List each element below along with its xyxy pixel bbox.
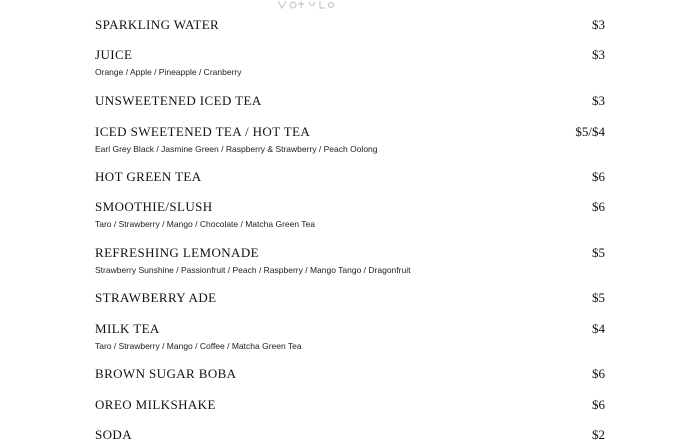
item-name: REFRESHING LEMONADE [95, 245, 259, 260]
item-price: $5/$4 [575, 124, 605, 139]
item-name: STRAWBERRY ADE [95, 290, 217, 305]
item-description: Taro / Strawberry / Mango / Chocolate / Matcha Green Tea [95, 219, 316, 229]
item-price: $3 [592, 47, 605, 62]
item-price: $4 [592, 321, 605, 336]
item-price: $5 [592, 245, 605, 260]
item-name: MILK TEA [95, 321, 160, 336]
item-name: UNSWEETENED ICED TEA [95, 93, 262, 108]
item-name: SMOOTHIE/SLUSH [95, 199, 213, 214]
item-price: $6 [592, 366, 605, 381]
item-price: $5 [592, 290, 605, 305]
item-price: $6 [592, 169, 605, 184]
item-description: Orange / Apple / Pineapple / Cranberry [95, 67, 242, 77]
item-price: $6 [592, 199, 605, 214]
item-description: Earl Grey Black / Jasmine Green / Raspberry & Strawberry / Peach Oolong [95, 144, 378, 154]
item-name: HOT GREEN TEA [95, 169, 202, 184]
item-name: BROWN SUGAR BOBA [95, 366, 237, 381]
item-description: Strawberry Sunshine / Passionfruit / Peach / Raspberry / Mango Tango / Dragonfruit [95, 265, 411, 275]
item-name: OREO MILKSHAKE [95, 397, 216, 412]
item-price: $6 [592, 397, 605, 412]
item-name: SODA [95, 427, 132, 442]
item-name: ICED SWEETENED TEA / HOT TEA [95, 124, 311, 139]
item-description: Taro / Strawberry / Mango / Coffee / Matcha Green Tea [95, 341, 302, 351]
item-price: $2 [592, 427, 605, 442]
item-price: $3 [592, 17, 605, 32]
item-name: JUICE [95, 47, 133, 62]
item-price: $3 [592, 93, 605, 108]
item-name: SPARKLING WATER [95, 17, 220, 32]
